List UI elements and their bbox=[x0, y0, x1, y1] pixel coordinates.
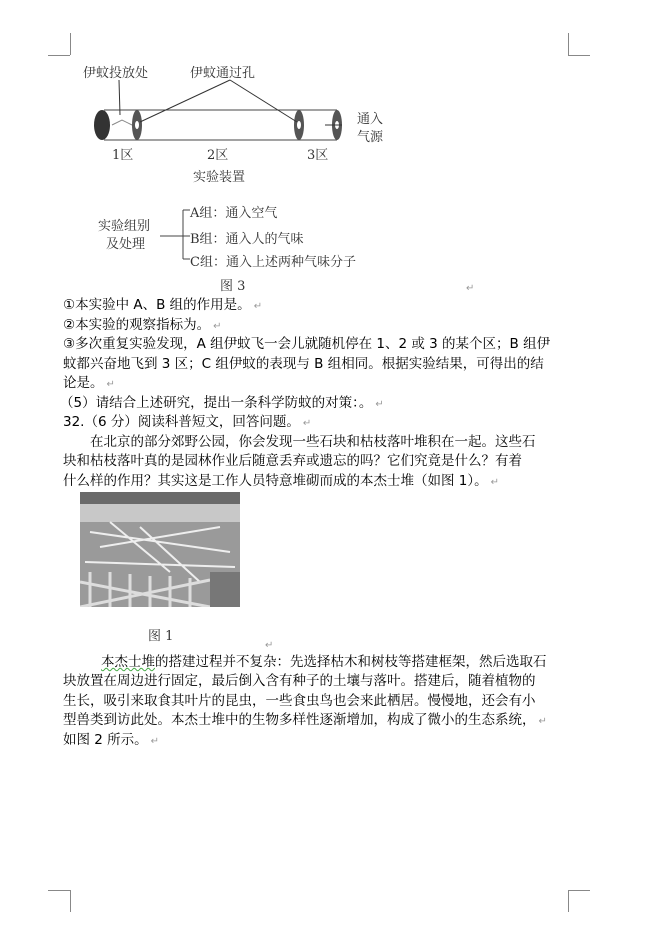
question-line: ③多次重复实验发现，A 组伊蚊飞一会儿就随机停在 1、2 或 3 的某个区；B 组伊 bbox=[63, 336, 551, 352]
paragraph-mark: ↵ bbox=[466, 283, 475, 294]
group-c: C组：通入上述两种气味分子 bbox=[190, 255, 356, 270]
paragraph-line: 生长，吸引来取食其叶片的昆虫，一些食虫鸟也会来此栖居。慢慢地，还会有小 bbox=[63, 693, 536, 709]
figure-3-caption: 图 3 bbox=[220, 279, 246, 294]
zone-3-label: 3区 bbox=[307, 148, 329, 163]
figure-1-photo bbox=[80, 492, 240, 607]
release-label: 伊蚊投放处 bbox=[83, 66, 149, 81]
paragraph-line: 块和枯枝落叶真的是园林作业后随意丢弃或遗忘的吗？它们究竟是什么？有着 bbox=[63, 453, 522, 469]
question-line: 32.（6 分）阅读科普短文，回答问题。 ↵ bbox=[63, 414, 312, 430]
air-label-2: 气源 bbox=[357, 130, 384, 145]
paragraph-line: 块放置在周边进行固定，最后倒入含有种子的土壤与落叶。搭建后，随着植物的 bbox=[63, 673, 536, 689]
corner-mark bbox=[70, 890, 71, 912]
corner-mark bbox=[568, 890, 569, 912]
air-label-1: 通入 bbox=[357, 112, 384, 127]
group-a: A组：通入空气 bbox=[190, 206, 278, 221]
paragraph-line: 如图 2 所示。 ↵ bbox=[63, 732, 160, 748]
paragraph-line: 在北京的部分郊野公园，你会发现一些石块和枯枝落叶堆积在一起。这些石 bbox=[63, 434, 536, 450]
groups-title-2: 及处理 bbox=[106, 237, 146, 252]
hole-label: 伊蚊通过孔 bbox=[190, 66, 256, 81]
question-line: 论是。 ↵ bbox=[63, 375, 115, 391]
corner-mark bbox=[48, 890, 70, 891]
paragraph-line: 本杰士堆的搭建过程并不复杂：先选择枯木和树枝等搭建框架，然后选取石 bbox=[101, 654, 547, 670]
apparatus-caption: 实验装置 bbox=[193, 170, 246, 185]
corner-mark bbox=[568, 890, 590, 891]
paragraph-mark: ↵ bbox=[265, 640, 274, 651]
question-line: ①本实验中 A、B 组的作用是。 ↵ bbox=[63, 297, 263, 313]
groups-title-1: 实验组别 bbox=[98, 219, 151, 234]
paragraph-line: 什么样的作用？其实这是工作人员特意堆砌而成的本杰士堆（如图 1）。 ↵ bbox=[63, 473, 500, 489]
zone-2-label: 2区 bbox=[207, 148, 229, 163]
figure-1-caption: 图 1 bbox=[148, 629, 174, 644]
question-line: ②本实验的观察指标为。 ↵ bbox=[63, 317, 222, 333]
zone-1-label: 1区 bbox=[112, 148, 134, 163]
question-line: （5）请结合上述研究，提出一条科学防蚊的对策：。 ↵ bbox=[60, 395, 384, 411]
paragraph-line: 型兽类到访此处。本杰士堆中的生物多样性逐渐增加，构成了微小的生态系统， ↵ bbox=[63, 712, 547, 728]
group-b: B组：通入人的气味 bbox=[190, 232, 304, 247]
question-line: 蚊都兴奋地飞到 3 区；C 组伊蚊的表现与 B 组相同。根据实验结果，可得出的结 bbox=[63, 356, 544, 372]
